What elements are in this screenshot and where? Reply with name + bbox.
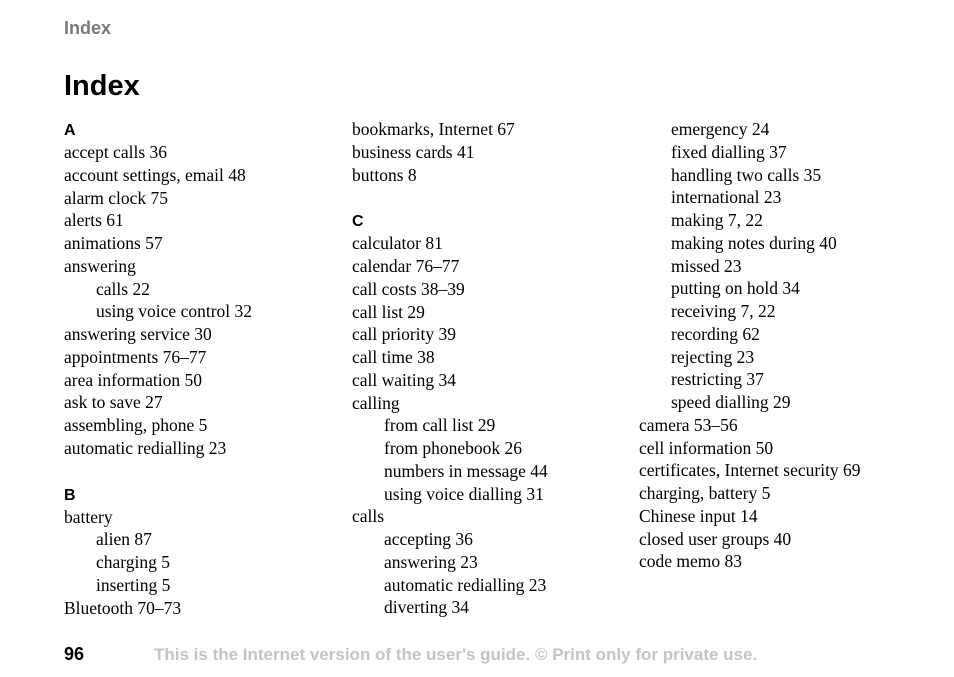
index-subentry: rejecting 23 xyxy=(671,346,755,367)
index-subentry: missed 23 xyxy=(671,255,742,276)
index-subentry: recording 62 xyxy=(671,323,760,344)
index-entry: business cards 41 xyxy=(352,141,475,162)
index-subentry: alien 87 xyxy=(96,529,152,550)
index-entry: calendar 76–77 xyxy=(352,256,460,276)
index-subentry: making notes during 40 xyxy=(671,232,837,253)
index-entry: calculator 81 xyxy=(352,233,443,254)
index-subentry: diverting 34 xyxy=(384,597,470,618)
index-entry: Bluetooth 70–73 xyxy=(64,597,182,618)
index-subentry: putting on hold 34 xyxy=(671,278,800,299)
index-subentry: from call list 29 xyxy=(384,415,496,436)
index-entry: call time 38 xyxy=(352,347,435,367)
index-entry: call waiting 34 xyxy=(352,369,457,390)
index-subentry: accepting 36 xyxy=(384,529,473,549)
index-entry: call priority 39 xyxy=(352,324,457,345)
index-subentry: automatic redialling 23 xyxy=(384,574,547,595)
index-column-1 xyxy=(64,118,344,619)
index-subentry: speed dialling 29 xyxy=(671,392,791,412)
index-subentry: from phonebook 26 xyxy=(384,438,523,458)
index-subentry: restricting 37 xyxy=(671,369,764,390)
index-entry: automatic redialling 23 xyxy=(64,437,227,458)
index-entry: battery xyxy=(64,506,113,527)
index-subentry: charging 5 xyxy=(96,552,171,572)
index-entry: closed user groups 40 xyxy=(639,528,792,549)
page-number: 96 xyxy=(64,644,85,664)
index-subentry: emergency 24 xyxy=(671,119,770,139)
index-entry: alarm clock 75 xyxy=(64,187,168,208)
index-entry: code memo 83 xyxy=(639,551,743,572)
index-entry: ask to save 27 xyxy=(64,392,163,413)
index-entry: camera 53–56 xyxy=(639,414,738,435)
index-entry: answering xyxy=(64,255,136,276)
page-title: Index xyxy=(64,70,140,102)
index-subentry: international 23 xyxy=(671,187,782,208)
index-entry: area information 50 xyxy=(64,369,203,390)
index-entry: charging, battery 5 xyxy=(639,483,771,503)
index-entry: call costs 38–39 xyxy=(352,278,465,299)
footer-note: This is the Internet version of the user's guide. © Print only for private use. xyxy=(154,645,758,664)
section-letter: A xyxy=(64,122,76,139)
index-column-3 xyxy=(639,118,939,573)
index-subentry: fixed dialling 37 xyxy=(671,141,787,162)
index-entry: accept calls 36 xyxy=(64,142,168,162)
index-subentry: making 7, 22 xyxy=(671,210,763,230)
index-entry: calls xyxy=(352,506,385,527)
index-subentry: answering 23 xyxy=(384,551,478,572)
index-subentry: using voice dialling 31 xyxy=(384,483,544,504)
index-entry: certificates, Internet security 69 xyxy=(639,460,861,481)
index-entry: bookmarks, Internet 67 xyxy=(352,119,515,139)
index-entry: assembling, phone 5 xyxy=(64,415,208,435)
section-letter: C xyxy=(352,213,364,231)
section-gap xyxy=(352,186,632,209)
index-entry: animations 57 xyxy=(64,233,163,253)
section-gap xyxy=(64,460,344,483)
index-subentry: inserting 5 xyxy=(96,574,171,595)
index-subentry: numbers in message 44 xyxy=(384,460,548,481)
index-entry: calling xyxy=(352,392,400,413)
index-entry: account settings, email 48 xyxy=(64,164,246,185)
index-entry: Chinese input 14 xyxy=(639,505,758,526)
index-subentry: using voice control 32 xyxy=(96,301,253,322)
index-subentry: receiving 7, 22 xyxy=(671,301,776,321)
section-letter: B xyxy=(64,486,76,504)
index-entry: alerts 61 xyxy=(64,210,124,231)
index-subentry: handling two calls 35 xyxy=(671,164,822,185)
index-column-2 xyxy=(352,118,632,619)
index-entry: buttons 8 xyxy=(352,164,417,185)
index-subentry: calls 22 xyxy=(96,278,150,299)
running-head: Index xyxy=(64,18,112,38)
index-entry: answering service 30 xyxy=(64,324,212,344)
index-entry: cell information 50 xyxy=(639,437,774,458)
index-entry: call list 29 xyxy=(352,301,425,322)
index-entry: appointments 76–77 xyxy=(64,346,207,367)
